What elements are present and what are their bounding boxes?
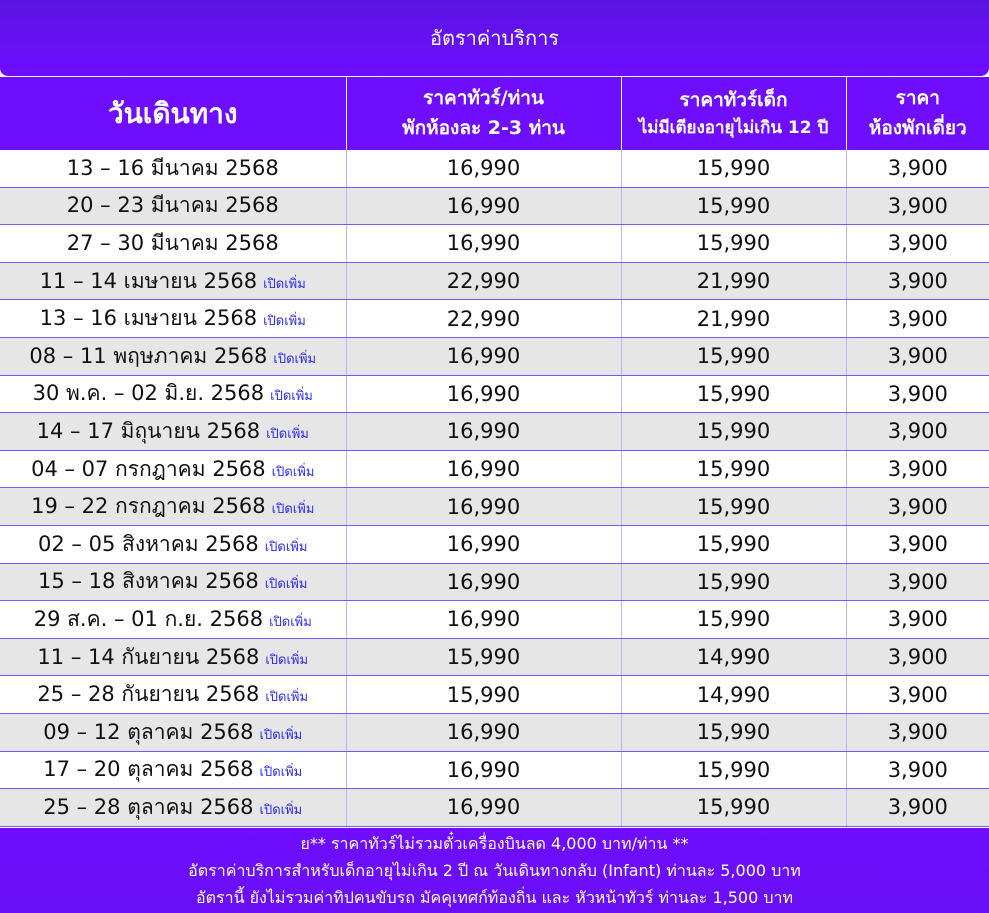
table-row [0,676,989,714]
title-bar [0,0,989,76]
cell-adult-price: 16,990 [346,150,621,187]
cell-single-room-price: 3,900 [846,713,989,751]
cell-adult-price: 16,990 [346,601,621,639]
cell-date [0,375,346,413]
cell-date [0,150,346,187]
cell-date [0,601,346,639]
cell-adult-price: 16,990 [346,225,621,263]
cell-single-room-price: 3,900 [846,676,989,714]
cell-single-room-price: 3,900 [846,413,989,451]
cell-date [0,488,346,526]
date-text: 27 – 30 มีนาคม 2568 [66,230,279,255]
cell-date [0,262,346,300]
table-row [0,450,989,488]
table-row [0,713,989,751]
extra-departure-label: เปิดเพิ่ม [270,389,313,405]
cell-child-price: 15,990 [621,751,846,789]
extra-departure-label: เปิดเพิ่ม [266,426,309,442]
cell-child-price: 15,990 [621,713,846,751]
cell-child-price: 15,990 [621,789,846,827]
table-row [0,638,989,676]
date-text: 04 – 07 กรกฎาคม 2568 [31,456,266,481]
cell-single-room-price: 3,900 [846,450,989,488]
cell-adult-price: 16,990 [346,713,621,751]
date-text: 09 – 12 ตุลาคม 2568 [43,719,254,744]
cell-child-price: 15,990 [621,413,846,451]
extra-departure-label: เปิดเพิ่ม [259,727,303,743]
page-title: อัตราค่าบริการ [429,26,560,50]
date-text: 02 – 05 สิงหาคม 2568 [38,531,259,556]
cell-date [0,789,346,827]
date-text: 25 – 28 ตุลาคม 2568 [43,794,254,819]
table-row [0,563,989,601]
header-adult-price [346,77,621,150]
cell-single-room-price: 3,900 [846,525,989,563]
cell-child-price: 21,990 [621,262,846,300]
cell-adult-price: 16,990 [346,450,621,488]
extra-departure-label: เปิดเพิ่ม [271,502,315,518]
cell-adult-price: 16,990 [346,375,621,413]
cell-adult-price: 16,990 [346,413,621,451]
header-single-room [846,77,989,150]
cell-adult-price: 15,990 [346,638,621,676]
table-row [0,337,989,375]
cell-single-room-price: 3,900 [846,751,989,789]
extra-departure-label: เปิดเพิ่ม [269,614,312,630]
date-text: 29 ส.ค. – 01 ก.ย. 2568 [33,606,264,631]
cell-single-room-price: 3,900 [846,150,989,187]
table-row [0,150,989,187]
extra-departure-label: เปิดเพิ่ม [263,276,306,292]
cell-single-room-price: 3,900 [846,337,989,375]
date-text: 11 – 14 เมษายน 2568 [39,268,258,293]
cell-adult-price: 16,990 [346,751,621,789]
cell-adult-price: 16,990 [346,337,621,375]
price-table [0,77,989,827]
cell-child-price: 15,990 [621,225,846,263]
header-child-line2: ไม่มีเตียงอายุไม่เกิน 12 ปี [638,118,829,139]
cell-date [0,751,346,789]
date-text: 15 – 18 สิงหาคม 2568 [38,569,259,594]
cell-adult-price: 16,990 [346,488,621,526]
cell-single-room-price: 3,900 [846,300,989,338]
header-single-line1: ราคา [895,87,940,110]
date-text: 25 – 28 กันยายน 2568 [37,682,260,707]
header-child-price [621,77,846,150]
date-text: 13 – 16 เมษายน 2568 [39,306,258,331]
footer-note-3: อัตรานี้ ยังไม่รวมค่าทิปคนขับรถ มัคคุเทศก์ท้องถิ่น และ หัวหน้าทัวร์ ท่านละ 1,500 บาท [195,888,794,907]
extra-departure-label: เปิดเพิ่ม [265,690,309,706]
table-row [0,789,989,827]
cell-child-price: 15,990 [621,375,846,413]
extra-departure-label: เปิดเพิ่ม [271,464,315,480]
cell-child-price: 21,990 [621,300,846,338]
extra-departure-label: เปิดเพิ่ม [264,577,308,593]
footer-note-1: ย** ราคาทัวร์ไม่รวมตั๋วเครื่องบินลด 4,000 บาท/ท่าน ** [300,834,689,853]
cell-adult-price: 22,990 [346,262,621,300]
table-header-row [0,77,989,150]
cell-single-room-price: 3,900 [846,789,989,827]
cell-single-room-price: 3,900 [846,225,989,263]
cell-date [0,563,346,601]
cell-child-price: 15,990 [621,601,846,639]
table-row [0,262,989,300]
cell-single-room-price: 3,900 [846,638,989,676]
cell-date [0,713,346,751]
cell-child-price: 15,990 [621,525,846,563]
cell-single-room-price: 3,900 [846,488,989,526]
header-date-label: วันเดินทาง [107,96,238,130]
date-text: 08 – 11 พฤษภาคม 2568 [29,343,268,368]
cell-child-price: 15,990 [621,187,846,225]
header-adult-line1: ราคาทัวร์/ท่าน [423,87,544,110]
table-row [0,413,989,451]
cell-date [0,300,346,338]
cell-single-room-price: 3,900 [846,187,989,225]
date-text: 13 – 16 มีนาคม 2568 [66,155,279,180]
date-text: 20 – 23 มีนาคม 2568 [66,193,279,218]
cell-child-price: 14,990 [621,638,846,676]
cell-date [0,525,346,563]
date-text: 19 – 22 กรกฎาคม 2568 [31,494,266,519]
table-row [0,375,989,413]
cell-single-room-price: 3,900 [846,601,989,639]
cell-child-price: 15,990 [621,450,846,488]
cell-single-room-price: 3,900 [846,262,989,300]
cell-date [0,225,346,263]
footer-notes [0,828,989,913]
cell-adult-price: 16,990 [346,525,621,563]
extra-departure-label: เปิดเพิ่ม [265,652,309,668]
table-row [0,525,989,563]
extra-departure-label: เปิดเพิ่ม [263,314,306,330]
cell-date [0,413,346,451]
cell-child-price: 15,990 [621,150,846,187]
cell-date [0,450,346,488]
header-adult-line2: พักห้องละ 2-3 ท่าน [402,116,565,139]
table-row [0,187,989,225]
header-single-line2: ห้องพักเดี่ยว [868,116,967,139]
header-child-line1: ราคาทัวร์เด็ก [679,88,788,111]
cell-date [0,676,346,714]
cell-single-room-price: 3,900 [846,563,989,601]
table-row [0,488,989,526]
cell-single-room-price: 3,900 [846,375,989,413]
footer-note-2: อัตราค่าบริการสำหรับเด็กอายุไม่เกิน 2 ปี ณ วันเดินทางกลับ (Infant) ท่านละ 5,000 บาท [188,861,801,880]
cell-adult-price: 16,990 [346,789,621,827]
date-text: 11 – 14 กันยายน 2568 [37,644,260,669]
date-text: 14 – 17 มิถุนายน 2568 [36,418,261,443]
cell-child-price: 15,990 [621,488,846,526]
cell-child-price: 15,990 [621,563,846,601]
extra-departure-label: เปิดเพิ่ม [273,351,317,367]
cell-adult-price: 22,990 [346,300,621,338]
table-row [0,300,989,338]
extra-departure-label: เปิดเพิ่ม [259,802,303,818]
cell-date [0,638,346,676]
cell-adult-price: 16,990 [346,563,621,601]
cell-date [0,337,346,375]
date-text: 30 พ.ค. – 02 มิ.ย. 2568 [32,381,265,406]
extra-departure-label: เปิดเพิ่ม [259,765,303,781]
cell-child-price: 14,990 [621,676,846,714]
header-date [0,77,346,150]
table-row [0,751,989,789]
cell-child-price: 15,990 [621,337,846,375]
extra-departure-label: เปิดเพิ่ม [264,539,308,555]
cell-adult-price: 15,990 [346,676,621,714]
cell-date [0,187,346,225]
cell-adult-price: 16,990 [346,187,621,225]
date-text: 17 – 20 ตุลาคม 2568 [43,757,254,782]
table-row [0,601,989,639]
table-row [0,225,989,263]
